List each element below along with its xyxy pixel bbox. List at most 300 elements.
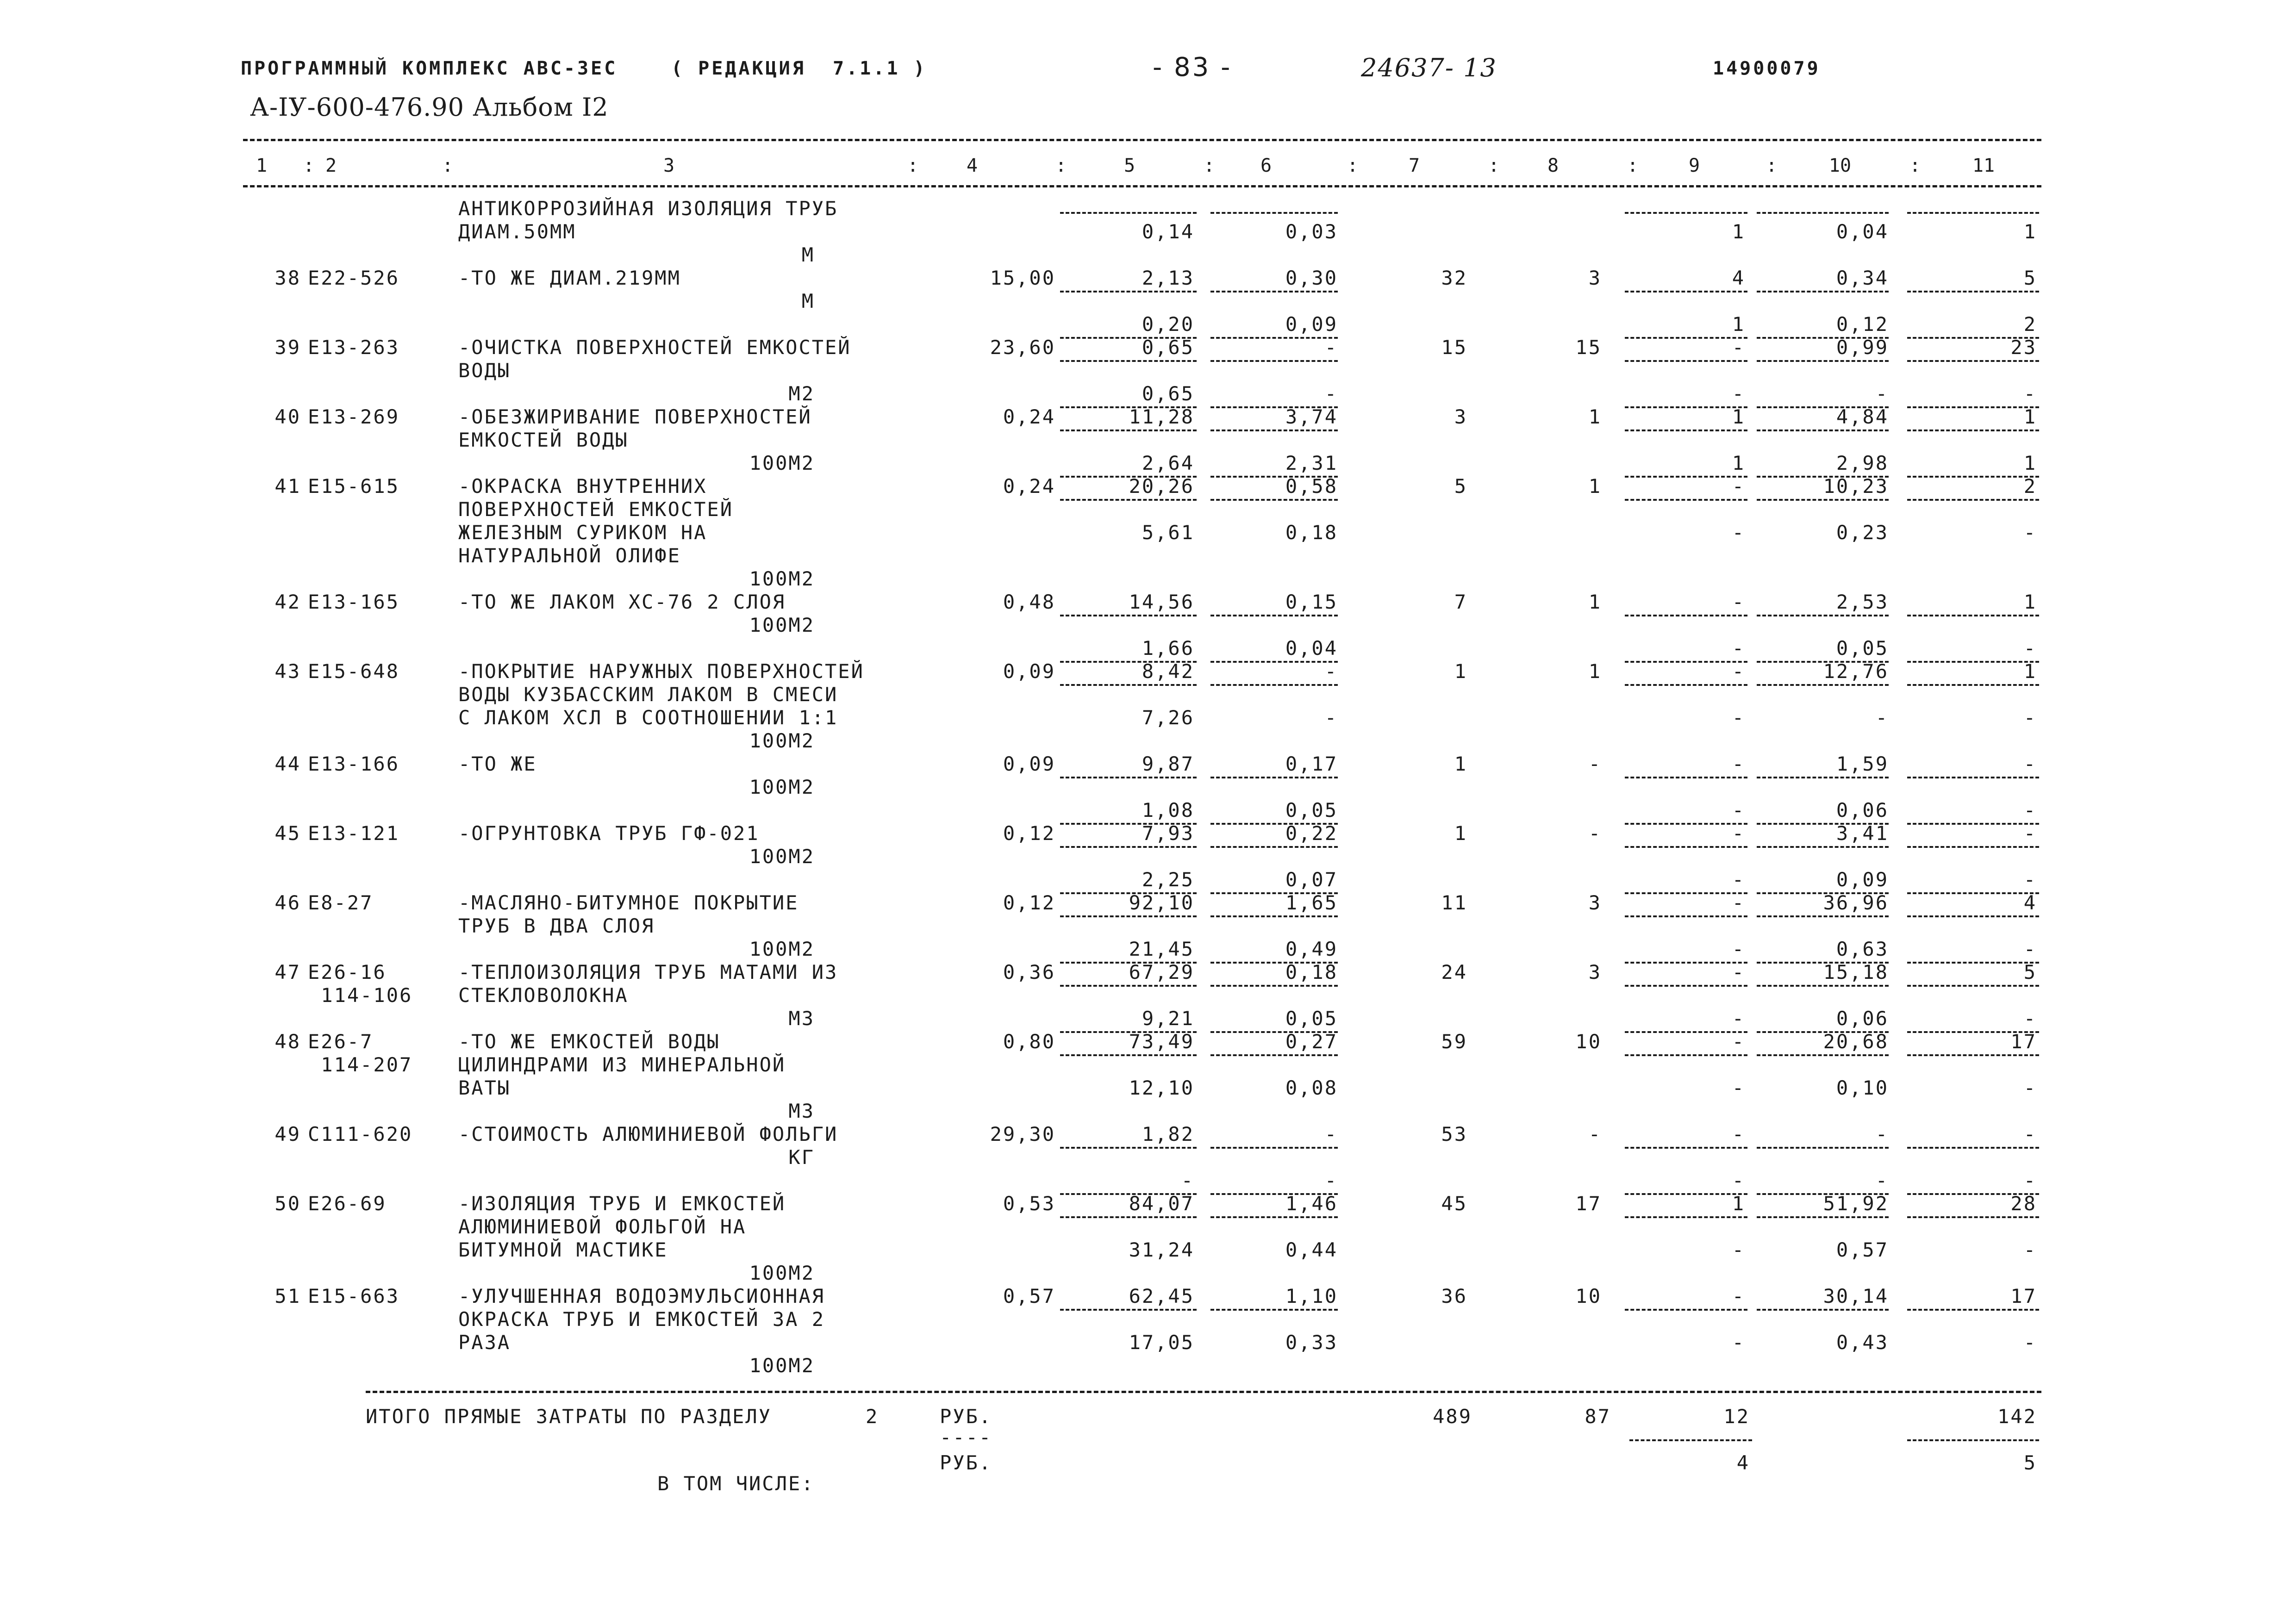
cell-c9: 1 bbox=[1732, 220, 1745, 243]
cell-c5: 62,45 bbox=[1129, 1285, 1194, 1307]
value-rule bbox=[1757, 499, 1889, 501]
cell-c11: - bbox=[2023, 1331, 2037, 1354]
cell-c10: 0,09 bbox=[1836, 868, 1889, 891]
value-rule bbox=[1757, 212, 1889, 214]
cell-c10: 51,92 bbox=[1823, 1192, 1889, 1215]
cell-c9: - bbox=[1732, 336, 1745, 359]
value-rule bbox=[1625, 291, 1747, 292]
cell-c11: 28 bbox=[2010, 1192, 2037, 1215]
cell-c6: 0,44 bbox=[1285, 1238, 1338, 1261]
cell-c9: - bbox=[1732, 1076, 1745, 1099]
column-separator: : bbox=[907, 155, 919, 176]
cell-c3: -ПОКРЫТИЕ НАРУЖНЫХ ПОВЕРХНОСТЕЙ bbox=[458, 660, 864, 683]
value-rule bbox=[1625, 212, 1747, 214]
cell-c5: 7,93 bbox=[1142, 822, 1194, 845]
cell-c3: РАЗА bbox=[458, 1331, 511, 1354]
column-separator: : bbox=[1488, 155, 1500, 176]
cell-c10: 0,23 bbox=[1836, 521, 1889, 544]
cell-c2: Е15-648 bbox=[308, 660, 400, 683]
cell-c6: 0,05 bbox=[1285, 1007, 1338, 1030]
value-rule bbox=[1907, 1147, 2039, 1149]
value-rule bbox=[1625, 1216, 1747, 1218]
cell-c11: 1 bbox=[2023, 660, 2037, 683]
cell-c3: С ЛАКОМ ХСЛ В СООТНОШЕНИИ 1:1 bbox=[458, 706, 838, 729]
cell-c8: - bbox=[1588, 753, 1602, 775]
cell-c9: - bbox=[1732, 591, 1745, 613]
subtotal-col9: 4 bbox=[1736, 1451, 1750, 1474]
value-rule bbox=[1060, 846, 1197, 848]
cell-c7: 36 bbox=[1441, 1285, 1467, 1307]
cell-c5: 8,42 bbox=[1142, 660, 1194, 683]
column-separator: : bbox=[442, 155, 454, 176]
value-rule bbox=[1060, 615, 1197, 616]
cell-c5: 0,14 bbox=[1142, 220, 1194, 243]
column-number-10: 10 bbox=[1828, 155, 1852, 176]
cell-unit: М bbox=[801, 243, 815, 266]
value-rule bbox=[1210, 212, 1338, 214]
value-rule bbox=[1625, 985, 1747, 987]
cell-c6: - bbox=[1324, 706, 1338, 729]
cell-c9: - bbox=[1732, 1331, 1745, 1354]
cell-c6: 0,22 bbox=[1285, 822, 1338, 845]
cell-c6: 0,30 bbox=[1285, 267, 1338, 289]
value-rule bbox=[1757, 915, 1889, 917]
cell-c8: 10 bbox=[1575, 1285, 1602, 1307]
cell-c9: - bbox=[1732, 822, 1745, 845]
value-rule bbox=[1625, 360, 1747, 362]
column-number-1: 1 bbox=[256, 155, 268, 176]
cell-c7: 59 bbox=[1441, 1030, 1467, 1053]
cell-c10: 0,06 bbox=[1836, 799, 1889, 821]
cell-c1: 46 bbox=[275, 891, 301, 914]
cell-c2: Е13-121 bbox=[308, 822, 400, 845]
cell-c4: 0,09 bbox=[1003, 660, 1055, 683]
cell-unit: М3 bbox=[788, 1007, 815, 1030]
value-rule bbox=[1060, 684, 1197, 686]
cell-unit: 100М2 bbox=[749, 776, 815, 798]
cell-c11: 4 bbox=[2023, 891, 2037, 914]
cell-c3: ЖЕЛЕЗНЫМ СУРИКОМ НА bbox=[458, 521, 707, 544]
handwritten-number: 24637- 13 bbox=[1361, 53, 1497, 82]
cell-c7: 11 bbox=[1441, 891, 1467, 914]
cell-c5: 92,10 bbox=[1129, 891, 1194, 914]
cell-c7: 24 bbox=[1441, 961, 1467, 983]
cell-c8: 3 bbox=[1588, 961, 1602, 983]
cell-c9: 1 bbox=[1732, 313, 1745, 336]
cell-c7: 1 bbox=[1454, 753, 1467, 775]
cell-c11: - bbox=[2023, 706, 2037, 729]
cell-c10: 2,53 bbox=[1836, 591, 1889, 613]
cell-c6: 0,18 bbox=[1285, 961, 1338, 983]
cell-c9: - bbox=[1732, 753, 1745, 775]
total-col11-rule bbox=[1907, 1439, 2039, 1441]
cell-c6: 0,27 bbox=[1285, 1030, 1338, 1053]
cell-c5: 1,66 bbox=[1142, 637, 1194, 660]
value-rule bbox=[1907, 777, 2039, 778]
cell-c11: 1 bbox=[2023, 405, 2037, 428]
value-rule bbox=[1210, 291, 1338, 292]
cell-c10: 15,18 bbox=[1823, 961, 1889, 983]
cell-c1: 45 bbox=[275, 822, 301, 845]
cell-c7: 7 bbox=[1454, 591, 1467, 613]
cell-c9: - bbox=[1732, 706, 1745, 729]
cell-c8: 1 bbox=[1588, 475, 1602, 498]
cell-c3: ДИАМ.50ММ bbox=[458, 220, 576, 243]
cell-c11: - bbox=[2023, 1238, 2037, 1261]
cell-c3: -ТО ЖЕ ЛАКОМ ХС-76 2 СЛОЯ bbox=[458, 591, 786, 613]
cell-c10: 2,98 bbox=[1836, 452, 1889, 474]
value-rule bbox=[1210, 360, 1338, 362]
cell-c11: 2 bbox=[2023, 475, 2037, 498]
value-rule bbox=[1625, 1147, 1747, 1149]
cell-c3: -ТО ЖЕ ДИАМ.219ММ bbox=[458, 267, 681, 289]
cell-c8: 3 bbox=[1588, 891, 1602, 914]
cell-c7: 53 bbox=[1441, 1123, 1467, 1145]
cell-c7: 1 bbox=[1454, 822, 1467, 845]
cell-unit: 100М2 bbox=[749, 1354, 815, 1377]
value-rule bbox=[1060, 212, 1197, 214]
cell-c7: 1 bbox=[1454, 660, 1467, 683]
value-rule bbox=[1757, 1309, 1889, 1311]
cell-c8: 17 bbox=[1575, 1192, 1602, 1215]
album-title: А-IУ-600-476.90 Альбом I2 bbox=[250, 93, 609, 122]
cell-c3: -МАСЛЯНО-БИТУМНОЕ ПОКРЫТИЕ bbox=[458, 891, 799, 914]
value-rule bbox=[1757, 291, 1889, 292]
value-rule bbox=[1907, 615, 2039, 616]
cell-c9: - bbox=[1732, 1169, 1745, 1192]
cell-c5: 20,26 bbox=[1129, 475, 1194, 498]
edition: ( РЕДАКЦИЯ 7.1.1 ) bbox=[671, 58, 927, 79]
column-number-5: 5 bbox=[1123, 155, 1136, 176]
value-rule bbox=[1210, 915, 1338, 917]
cell-c10: 12,76 bbox=[1823, 660, 1889, 683]
value-rule bbox=[1907, 429, 2039, 431]
value-rule bbox=[1625, 1309, 1747, 1311]
cell-c4: 15,00 bbox=[990, 267, 1055, 289]
value-rule bbox=[1625, 846, 1747, 848]
cell-c5: 2,13 bbox=[1142, 267, 1194, 289]
value-rule bbox=[1907, 985, 2039, 987]
cell-c10: 0,99 bbox=[1836, 336, 1889, 359]
section-number: 2 bbox=[866, 1405, 879, 1428]
cell-c6: 0,04 bbox=[1285, 637, 1338, 660]
column-number-2: 2 bbox=[325, 155, 337, 176]
cell-c6: 0,18 bbox=[1285, 521, 1338, 544]
cell-c5: 9,87 bbox=[1142, 753, 1194, 775]
cell-c1: 51 bbox=[275, 1285, 301, 1307]
column-separator: : bbox=[1909, 155, 1921, 176]
total-label: ИТОГО ПРЯМЫЕ ЗАТРАТЫ ПО РАЗДЕЛУ bbox=[366, 1405, 772, 1428]
cell-c5: 1,08 bbox=[1142, 799, 1194, 821]
total-col11: 142 bbox=[1997, 1405, 2037, 1428]
cell-c6: - bbox=[1324, 1169, 1338, 1192]
cell-c2: Е8-27 bbox=[308, 891, 374, 914]
cell-c5: 84,07 bbox=[1129, 1192, 1194, 1215]
cell-c2: 114-207 bbox=[308, 1053, 413, 1076]
cell-c8: 10 bbox=[1575, 1030, 1602, 1053]
cell-c3: -СТОИМОСТЬ АЛЮМИНИЕВОЙ ФОЛЬГИ bbox=[458, 1123, 838, 1145]
cell-c4: 0,36 bbox=[1003, 961, 1055, 983]
value-rule bbox=[1625, 777, 1747, 778]
cell-c3: -ТО ЖЕ ЕМКОСТЕЙ ВОДЫ bbox=[458, 1030, 720, 1053]
cell-c10: 0,06 bbox=[1836, 1007, 1889, 1030]
value-rule bbox=[1060, 499, 1197, 501]
cell-c2: Е26-16 bbox=[308, 961, 387, 983]
cell-c11: - bbox=[2023, 1007, 2037, 1030]
cell-c3: -ОЧИСТКА ПОВЕРХНОСТЕЙ ЕМКОСТЕЙ bbox=[458, 336, 851, 359]
value-rule bbox=[1210, 1054, 1338, 1056]
cell-c4: 23,60 bbox=[990, 336, 1055, 359]
cell-c5: 5,61 bbox=[1142, 521, 1194, 544]
value-rule bbox=[1757, 1216, 1889, 1218]
cell-c1: 44 bbox=[275, 753, 301, 775]
value-rule bbox=[1060, 1054, 1197, 1056]
cell-c10: 10,23 bbox=[1823, 475, 1889, 498]
cell-c9: - bbox=[1732, 521, 1745, 544]
value-rule bbox=[1210, 684, 1338, 686]
cell-c10: - bbox=[1875, 1169, 1889, 1192]
cell-c5: 9,21 bbox=[1142, 1007, 1194, 1030]
cell-c8: - bbox=[1588, 822, 1602, 845]
cell-unit: М3 bbox=[788, 1100, 815, 1122]
value-rule bbox=[1907, 1216, 2039, 1218]
cell-c8: - bbox=[1588, 1123, 1602, 1145]
cell-c5: 1,82 bbox=[1142, 1123, 1194, 1145]
including-label: В ТОМ ЧИСЛЕ: bbox=[657, 1472, 815, 1495]
cell-c11: 1 bbox=[2023, 220, 2037, 243]
cell-c5: 17,05 bbox=[1129, 1331, 1194, 1354]
cell-c2: Е13-165 bbox=[308, 591, 400, 613]
cell-c9: 1 bbox=[1732, 405, 1745, 428]
value-rule bbox=[1060, 777, 1197, 778]
value-rule bbox=[1907, 1054, 2039, 1056]
cell-c4: 0,12 bbox=[1003, 891, 1055, 914]
cell-c9: 1 bbox=[1732, 452, 1745, 474]
cell-c10: - bbox=[1875, 706, 1889, 729]
cell-c10: 0,57 bbox=[1836, 1238, 1889, 1261]
column-separator: : bbox=[1627, 155, 1639, 176]
total-col9-rule bbox=[1629, 1439, 1752, 1441]
cell-c5: 7,26 bbox=[1142, 706, 1194, 729]
cell-c2: 114-106 bbox=[308, 984, 413, 1007]
cell-c5: 14,56 bbox=[1129, 591, 1194, 613]
cell-c1: 49 bbox=[275, 1123, 301, 1145]
value-rule bbox=[1757, 1147, 1889, 1149]
cell-c8: 1 bbox=[1588, 660, 1602, 683]
cell-c11: 2 bbox=[2023, 313, 2037, 336]
cell-c9: 1 bbox=[1732, 1192, 1745, 1215]
cell-c3: -ОГРУНТОВКА ТРУБ ГФ-021 bbox=[458, 822, 760, 845]
value-rule bbox=[1060, 1309, 1197, 1311]
cell-c9: - bbox=[1732, 1007, 1745, 1030]
value-rule bbox=[1060, 291, 1197, 292]
column-number-8: 8 bbox=[1547, 155, 1559, 176]
cell-c6: 0,58 bbox=[1285, 475, 1338, 498]
value-rule bbox=[1210, 499, 1338, 501]
cell-c7: 45 bbox=[1441, 1192, 1467, 1215]
cell-c3: -ИЗОЛЯЦИЯ ТРУБ И ЕМКОСТЕЙ bbox=[458, 1192, 786, 1215]
value-rule bbox=[1757, 615, 1889, 616]
value-rule bbox=[1907, 499, 2039, 501]
cell-c3: -ТЕПЛОИЗОЛЯЦИЯ ТРУБ МАТАМИ ИЗ bbox=[458, 961, 838, 983]
cell-c5: 67,29 bbox=[1129, 961, 1194, 983]
cell-c3: ВОДЫ bbox=[458, 359, 511, 382]
cell-unit: 100М2 bbox=[749, 1262, 815, 1284]
cell-c4: 0,80 bbox=[1003, 1030, 1055, 1053]
cell-c5: 31,24 bbox=[1129, 1238, 1194, 1261]
cell-c1: 40 bbox=[275, 405, 301, 428]
cell-c3: ВАТЫ bbox=[458, 1076, 511, 1099]
column-number-7: 7 bbox=[1408, 155, 1420, 176]
value-rule bbox=[1060, 1216, 1197, 1218]
cell-c6: 0,05 bbox=[1285, 799, 1338, 821]
column-number-4: 4 bbox=[966, 155, 978, 176]
cell-c9: - bbox=[1732, 891, 1745, 914]
cell-c6: - bbox=[1324, 1123, 1338, 1145]
cell-c3: ЕМКОСТЕЙ ВОДЫ bbox=[458, 429, 629, 451]
cell-c5: 12,10 bbox=[1129, 1076, 1194, 1099]
cell-c6: 2,31 bbox=[1285, 452, 1338, 474]
cell-c7: 32 bbox=[1441, 267, 1467, 289]
cell-c7: 15 bbox=[1441, 336, 1467, 359]
cell-c6: 0,17 bbox=[1285, 753, 1338, 775]
cell-c11: - bbox=[2023, 868, 2037, 891]
cell-c5: 2,64 bbox=[1142, 452, 1194, 474]
cell-c3: СТЕКЛОВОЛОКНА bbox=[458, 984, 629, 1007]
cell-c10: 0,05 bbox=[1836, 637, 1889, 660]
cell-c11: - bbox=[2023, 1076, 2037, 1099]
cell-c2: Е26-69 bbox=[308, 1192, 387, 1215]
column-separator: : bbox=[1347, 155, 1359, 176]
total-col7: 489 bbox=[1433, 1405, 1472, 1428]
value-rule bbox=[1625, 615, 1747, 616]
cell-c9: - bbox=[1732, 1030, 1745, 1053]
cell-c11: 23 bbox=[2010, 336, 2037, 359]
cell-c3: -ТО ЖЕ bbox=[458, 753, 537, 775]
cell-c9: - bbox=[1732, 660, 1745, 683]
cell-c5: 73,49 bbox=[1129, 1030, 1194, 1053]
value-rule bbox=[1625, 684, 1747, 686]
value-rule bbox=[1060, 1147, 1197, 1149]
cell-c2: Е13-166 bbox=[308, 753, 400, 775]
cell-c9: - bbox=[1732, 799, 1745, 821]
cell-c9: - bbox=[1732, 868, 1745, 891]
cell-c6: - bbox=[1324, 336, 1338, 359]
cell-c11: - bbox=[2023, 799, 2037, 821]
column-separator: : bbox=[1766, 155, 1778, 176]
cell-c9: - bbox=[1732, 938, 1745, 960]
cell-c6: 0,08 bbox=[1285, 1076, 1338, 1099]
value-rule bbox=[1625, 915, 1747, 917]
cell-c10: 4,84 bbox=[1836, 405, 1889, 428]
value-rule bbox=[1907, 915, 2039, 917]
value-rule bbox=[1060, 985, 1197, 987]
cell-c4: 0,53 bbox=[1003, 1192, 1055, 1215]
cell-c9: - bbox=[1732, 1238, 1745, 1261]
cell-c1: 50 bbox=[275, 1192, 301, 1215]
cell-c9: - bbox=[1732, 1123, 1745, 1145]
value-rule bbox=[1907, 846, 2039, 848]
cell-c11: - bbox=[2023, 1169, 2037, 1192]
value-rule bbox=[1060, 360, 1197, 362]
cell-c8: 1 bbox=[1588, 405, 1602, 428]
total-col8: 87 bbox=[1585, 1405, 1611, 1428]
currency-label-2: РУБ. bbox=[940, 1451, 992, 1474]
cell-unit: КГ bbox=[788, 1146, 815, 1169]
cell-c3: -ОБЕЗЖИРИВАНИЕ ПОВЕРХНОСТЕЙ bbox=[458, 405, 812, 428]
cell-c11: 5 bbox=[2023, 961, 2037, 983]
cell-c3: ЦИЛИНДРАМИ ИЗ МИНЕРАЛЬНОЙ bbox=[458, 1053, 786, 1076]
cell-c3: ПОВЕРХНОСТЕЙ ЕМКОСТЕЙ bbox=[458, 498, 734, 521]
cell-c6: 0,09 bbox=[1285, 313, 1338, 336]
cell-c3: АНТИКОРРОЗИЙНАЯ ИЗОЛЯЦИЯ ТРУБ bbox=[458, 197, 838, 220]
value-rule bbox=[1210, 1216, 1338, 1218]
document-code: 14900079 bbox=[1713, 58, 1821, 79]
cell-c8: 3 bbox=[1588, 267, 1602, 289]
cell-c11: - bbox=[2023, 521, 2037, 544]
cell-c7: 5 bbox=[1454, 475, 1467, 498]
cell-c11: 1 bbox=[2023, 591, 2037, 613]
value-rule bbox=[1625, 1054, 1747, 1056]
cell-c4: 29,30 bbox=[990, 1123, 1055, 1145]
column-number-3: 3 bbox=[663, 155, 675, 176]
cell-c5: 11,28 bbox=[1129, 405, 1194, 428]
cell-c5: 0,65 bbox=[1142, 382, 1194, 405]
column-separator: : bbox=[1055, 155, 1067, 176]
column-separator: : bbox=[1204, 155, 1215, 176]
cell-c10: 30,14 bbox=[1823, 1285, 1889, 1307]
cell-c6: 1,46 bbox=[1285, 1192, 1338, 1215]
cell-c3: ВОДЫ КУЗБАССКИМ ЛАКОМ В СМЕСИ bbox=[458, 683, 838, 706]
cell-c10: 0,34 bbox=[1836, 267, 1889, 289]
value-rule bbox=[1757, 1054, 1889, 1056]
cell-c11: 1 bbox=[2023, 452, 2037, 474]
value-rule bbox=[1210, 429, 1338, 431]
value-rule bbox=[1907, 360, 2039, 362]
value-rule bbox=[1060, 915, 1197, 917]
cell-c10: 0,63 bbox=[1836, 938, 1889, 960]
cell-c6: 3,74 bbox=[1285, 405, 1338, 428]
cell-c3: ТРУБ В ДВА СЛОЯ bbox=[458, 915, 655, 937]
value-rule bbox=[1757, 777, 1889, 778]
column-number-11: 11 bbox=[1972, 155, 1995, 176]
cell-c8: 15 bbox=[1575, 336, 1602, 359]
cell-c5: 21,45 bbox=[1129, 938, 1194, 960]
value-rule bbox=[1757, 360, 1889, 362]
cell-c1: 42 bbox=[275, 591, 301, 613]
cell-c10: 0,43 bbox=[1836, 1331, 1889, 1354]
cell-unit: 100М2 bbox=[749, 845, 815, 868]
cell-c9: - bbox=[1732, 1285, 1745, 1307]
cell-c3: ОКРАСКА ТРУБ И ЕМКОСТЕЙ ЗА 2 bbox=[458, 1308, 825, 1331]
value-rule bbox=[1625, 499, 1747, 501]
cell-c9: 4 bbox=[1732, 267, 1745, 289]
cell-unit: 100М2 bbox=[749, 614, 815, 636]
header-rule-top bbox=[243, 139, 2041, 141]
cell-c4: 0,24 bbox=[1003, 475, 1055, 498]
value-rule bbox=[1907, 684, 2039, 686]
cell-c6: 0,15 bbox=[1285, 591, 1338, 613]
cell-c11: - bbox=[2023, 822, 2037, 845]
cell-c3: -ОКРАСКА ВНУТРЕННИХ bbox=[458, 475, 707, 498]
value-rule bbox=[1210, 1309, 1338, 1311]
column-number-6: 6 bbox=[1260, 155, 1272, 176]
footer-rule bbox=[366, 1391, 2041, 1393]
cell-c5: 0,65 bbox=[1142, 336, 1194, 359]
cell-c7: 3 bbox=[1454, 405, 1467, 428]
currency-label-1: РУБ. bbox=[940, 1405, 992, 1428]
cell-c5: - bbox=[1181, 1169, 1194, 1192]
